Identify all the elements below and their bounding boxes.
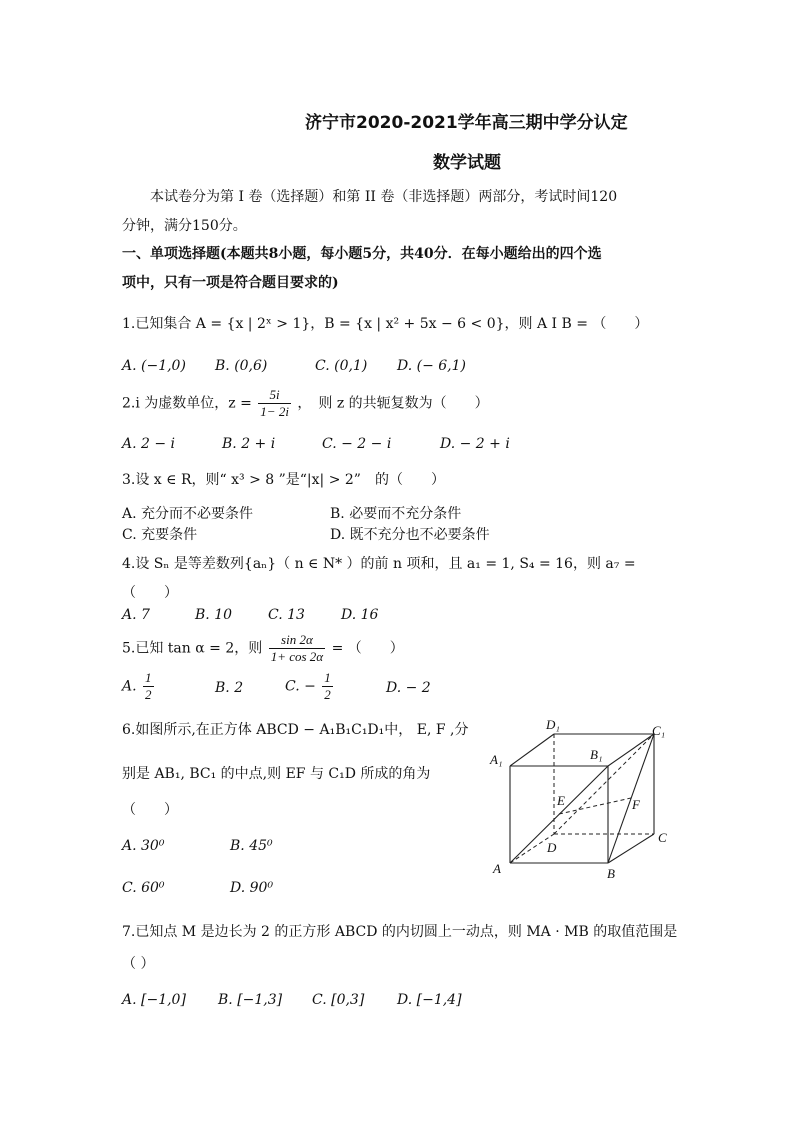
q7-option-d: D. [−1,4] <box>397 992 462 1008</box>
q1-option-a: A. (−1,0) <box>122 358 186 374</box>
fraction-denominator: 1+ cos 2α <box>270 649 324 664</box>
q7-option-b: B. [−1,3] <box>218 992 283 1008</box>
label-b1: B₁ <box>590 747 603 762</box>
diagonal-a-b1 <box>510 766 608 863</box>
q5-option-a <box>122 670 156 703</box>
cube-figure <box>488 718 678 884</box>
question-number: 3. <box>122 472 136 488</box>
question-6-line-2: 别是 AB₁, BC₁ 的中点,则 EF 与 C₁D 所成的角为 <box>122 766 431 782</box>
page-title: 济宁市2020-2021学年高三期中学分认定 <box>305 113 628 133</box>
fraction <box>322 670 333 703</box>
q6-option-a: A. 30⁰ <box>122 838 165 854</box>
label-d: D <box>547 840 557 855</box>
fraction <box>269 632 325 665</box>
label-e: E <box>557 793 565 808</box>
question-number: 7. <box>122 924 136 940</box>
q3-option-c: C. 充要条件 <box>122 527 198 543</box>
question-7 <box>122 922 677 942</box>
section-heading-line-1: 一、单项选择题(本题共8小题，每小题5分，共40分．在每小题给出的四个选 <box>122 246 602 262</box>
q7-option-c: C. [0,3] <box>312 992 365 1008</box>
answer-paren: （ ） <box>122 802 178 818</box>
question-stem: 设 x ∈ R，则“ x³ > 8 ”是“|x| > 2” 的（ ） <box>135 472 445 488</box>
label-a1: A₁ <box>490 752 503 767</box>
question-3 <box>122 470 445 490</box>
label-b: B <box>607 866 615 881</box>
fraction-numerator: 1 <box>324 670 331 685</box>
section-heading-line-2: 项中，只有一项是符合题目要求的) <box>122 275 339 291</box>
label-f: F <box>632 797 640 812</box>
q5-option-b: B. 2 <box>215 680 244 696</box>
question-stem: 设 Sₙ 是等差数列{aₙ}（ n ∈ N* ）的前 n 项和，且 a₁ = 1, S₄ = 16，则 a₇ = <box>135 556 636 572</box>
option-label: A. <box>122 678 137 695</box>
q6-option-b: B. 45⁰ <box>230 838 273 854</box>
question-number: 5. <box>122 640 136 657</box>
fraction-numerator: 5i <box>258 387 291 404</box>
question-stem-a: i 为虚数单位，z = <box>135 395 252 412</box>
fraction-denominator: 2 <box>324 687 331 702</box>
q3-option-a: A. 充分而不必要条件 <box>122 506 254 522</box>
option-label: C. − <box>285 678 316 695</box>
fraction-numerator: 1 <box>145 670 152 685</box>
fraction <box>143 670 154 703</box>
q1-option-b: B. (0,6) <box>215 358 268 374</box>
question-6 <box>122 720 468 740</box>
fraction-numerator: sin 2α <box>269 632 325 649</box>
label-a: A <box>493 861 501 876</box>
q1-option-c: C. (0,1) <box>315 358 368 374</box>
question-5 <box>122 632 404 665</box>
question-4 <box>122 554 636 574</box>
question-stem-line-1: 如图所示,在正方体 ABCD − A₁B₁C₁D₁中， E, F ,分 <box>135 722 469 738</box>
edge-b1-c1 <box>608 734 654 766</box>
q4-option-a: A. 7 <box>122 607 150 623</box>
fraction-denominator: 1− 2i <box>260 404 289 419</box>
answer-paren: （ ） <box>122 585 178 601</box>
fraction-denominator: 2 <box>145 687 152 702</box>
q6-option-d: D. 90⁰ <box>230 880 274 896</box>
intro-line-2: 分钟，满分150分。 <box>122 218 247 234</box>
q6-option-c: C. 60⁰ <box>122 880 165 896</box>
q4-option-c: C. 13 <box>268 607 305 623</box>
q4-option-b: B. 10 <box>195 607 233 623</box>
question-2 <box>122 387 489 420</box>
q2-option-a: A. 2 − i <box>122 436 176 452</box>
question-stem-b: ， 则 z 的共轭复数为（ ） <box>297 395 489 412</box>
question-stem: 已知点 M 是边长为 2 的正方形 ABCD 的内切圆上一动点，则 MA · MB 的取值范围是 <box>135 924 678 940</box>
question-stem: 已知集合 A = {x | 2ˣ > 1}，B = {x | x² + 5x − 6 < 0}，则 A I B = （ ） <box>135 316 649 332</box>
q4-option-d: D. 16 <box>341 607 379 623</box>
q1-option-d: D. (− 6,1) <box>397 358 466 374</box>
q7-option-a: A. [−1,0] <box>122 992 186 1008</box>
q2-option-d: D. − 2 + i <box>440 436 510 452</box>
q3-option-d: D. 既不充分也不必要条件 <box>330 527 490 543</box>
page-subtitle: 数学试题 <box>433 153 501 173</box>
intro-line-1: 本试卷分为第 I 卷（选择题）和第 II 卷（非选择题）两部分，考试时间120 <box>150 189 618 205</box>
q5-option-d: D. − 2 <box>386 680 431 696</box>
question-stem-b: = （ ） <box>331 640 404 657</box>
q2-option-c: C. − 2 − i <box>322 436 392 452</box>
edge-a1-d1 <box>510 734 554 766</box>
question-stem-a: 已知 tan α = 2，则 <box>135 640 263 657</box>
label-c: C <box>658 830 667 845</box>
edge-b-c <box>608 834 654 863</box>
question-1 <box>122 314 648 334</box>
answer-paren: （ ） <box>122 956 155 972</box>
q3-option-b: B. 必要而不充分条件 <box>330 506 462 522</box>
question-number: 4. <box>122 556 136 572</box>
segment-e-f <box>559 798 631 814</box>
hidden-diagonal-d-c1 <box>554 734 654 834</box>
question-number: 2. <box>122 395 136 412</box>
label-c1: C₁ <box>652 723 666 738</box>
question-number: 6. <box>122 722 136 738</box>
question-number: 1. <box>122 316 136 332</box>
q5-option-c <box>285 670 335 703</box>
q2-option-b: B. 2 + i <box>222 436 276 452</box>
fraction <box>258 387 291 420</box>
label-d1: D₁ <box>546 718 560 732</box>
